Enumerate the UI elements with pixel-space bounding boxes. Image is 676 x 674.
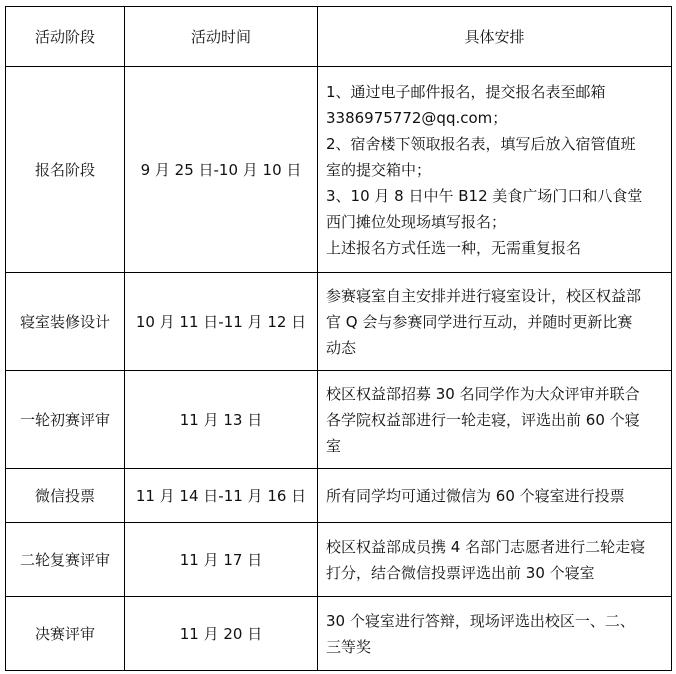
- header-time: 活动时间: [125, 7, 318, 67]
- arrangement-line: 3386975772@qq.com；: [326, 108, 508, 127]
- arrangement-cell: [318, 597, 672, 671]
- arrangement-cell: [318, 273, 672, 371]
- table-row: [6, 523, 672, 597]
- time-cell: 11 月 17 日: [125, 523, 318, 597]
- arrangement-line: 室的提交箱中；: [326, 160, 432, 179]
- stage-cell: 微信投票: [6, 469, 125, 523]
- table-row: [6, 273, 672, 371]
- schedule-table: [5, 6, 672, 671]
- table-row: [6, 469, 672, 523]
- arrangement-cell: [318, 67, 672, 273]
- header-row: [6, 7, 672, 67]
- stage-cell: 决赛评审: [6, 597, 125, 671]
- arrangement-line: 3、10 月 8 日中午 B12 美食广场门口和八食堂: [326, 186, 643, 205]
- arrangement-line: 校区权益部成员携 4 名部门志愿者进行二轮走寝: [326, 537, 646, 556]
- time-cell: 11 月 20 日: [125, 597, 318, 671]
- stage-cell: 一轮初赛评审: [6, 371, 125, 469]
- arrangement-line: 西门摊位处现场填写报名；: [326, 212, 507, 231]
- table-row: [6, 67, 672, 273]
- arrangement-line: 打分，结合微信投票评选出前 30 个寝室: [326, 563, 595, 582]
- arrangement-line: 参赛寝室自主安排并进行寝室设计，校区权益部: [326, 286, 642, 305]
- arrangement-line: 上述报名方式任选一种，无需重复报名: [326, 238, 582, 257]
- time-cell: 10 月 11 日-11 月 12 日: [125, 273, 318, 371]
- arrangement-cell: [318, 371, 672, 469]
- header-arrangement: 具体安排: [318, 7, 672, 67]
- arrangement-line: 30 个寝室进行答辩，现场评选出校区一、二、: [326, 611, 635, 630]
- arrangement-line: 1、通过电子邮件报名，提交报名表至邮箱: [326, 82, 606, 101]
- arrangement-line: 各学院权益部进行一轮走寝，评选出前 60 个寝: [326, 410, 640, 429]
- stage-cell: 寝室装修设计: [6, 273, 125, 371]
- time-cell: 11 月 14 日-11 月 16 日: [125, 469, 318, 523]
- arrangement-cell: [318, 469, 672, 523]
- arrangement-cell: [318, 523, 672, 597]
- stage-cell: 报名阶段: [6, 67, 125, 273]
- table-row: [6, 597, 672, 671]
- arrangement-line: 2、宿舍楼下领取报名表，填写后放入宿管值班: [326, 134, 636, 153]
- header-stage: 活动阶段: [6, 7, 125, 67]
- arrangement-line: 动态: [326, 338, 357, 357]
- arrangement-line: 室: [326, 436, 342, 455]
- arrangement-line: 所有同学均可通过微信为 60 个寝室进行投票: [326, 486, 625, 505]
- arrangement-line: 三等奖: [326, 637, 372, 656]
- time-cell: 11 月 13 日: [125, 371, 318, 469]
- arrangement-line: 官 Q 会与参赛同学进行互动，并随时更新比赛: [326, 312, 633, 331]
- time-cell: 9 月 25 日-10 月 10 日: [125, 67, 318, 273]
- arrangement-line: 校区权益部招募 30 名同学作为大众评审并联合: [326, 384, 640, 403]
- stage-cell: 二轮复赛评审: [6, 523, 125, 597]
- table-row: [6, 371, 672, 469]
